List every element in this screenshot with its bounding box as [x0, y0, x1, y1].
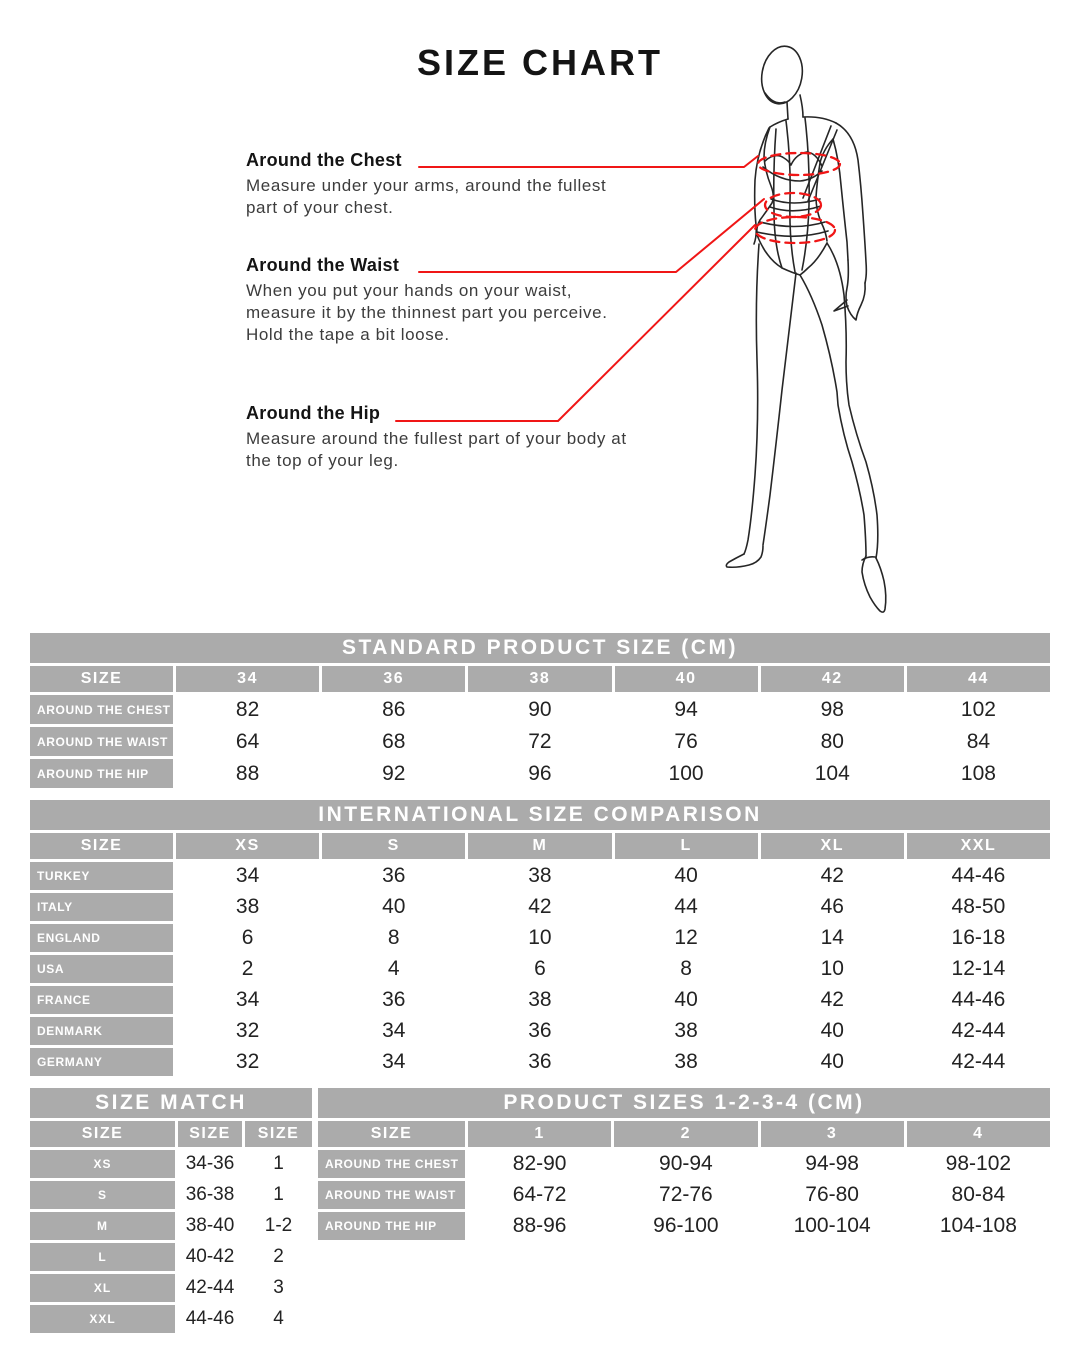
figure-outline: [726, 43, 885, 612]
size-value: 96-100: [614, 1212, 757, 1240]
size-value: 10: [468, 924, 611, 952]
row-label: GERMANY: [30, 1048, 173, 1076]
hip-note-description: Measure around the fullest part of your body at the top of your leg.: [246, 429, 627, 470]
size-value: 2: [176, 955, 319, 983]
row-label: FRANCE: [30, 986, 173, 1014]
column-header: SIZE: [30, 1121, 175, 1147]
column-header: SIZE: [178, 1121, 242, 1147]
row-label: XL: [30, 1274, 175, 1302]
column-header: 2: [614, 1121, 757, 1147]
size-value: 4: [322, 955, 465, 983]
international-size-table: [30, 800, 1050, 1076]
row-label: AROUND THE CHEST: [30, 695, 173, 724]
column-header: 34: [176, 666, 319, 692]
column-header: XXL: [907, 833, 1050, 859]
corner-header: SIZE: [318, 1121, 465, 1147]
table-title: SIZE MATCH: [30, 1088, 312, 1118]
size-value: 38: [615, 1048, 758, 1076]
row-label: M: [30, 1212, 175, 1240]
table-title: PRODUCT SIZES 1-2-3-4 (CM): [318, 1088, 1050, 1118]
size-value: 94-98: [761, 1150, 904, 1178]
size-value: 42-44: [907, 1048, 1050, 1076]
size-value: 44-46: [907, 986, 1050, 1014]
row-label: USA: [30, 955, 173, 983]
size-value: 82-90: [468, 1150, 611, 1178]
size-value: 42-44: [178, 1274, 242, 1302]
size-value: 3: [245, 1274, 312, 1302]
size-value: 98-102: [907, 1150, 1050, 1178]
size-value: 38: [468, 986, 611, 1014]
hip-measure-ellipse: [755, 217, 835, 243]
column-header: 4: [907, 1121, 1050, 1147]
size-value: 46: [761, 893, 904, 921]
size-value: 80-84: [907, 1181, 1050, 1209]
size-value: 80: [761, 727, 904, 756]
row-label: XXL: [30, 1305, 175, 1333]
size-value: 8: [322, 924, 465, 952]
size-value: 16-18: [907, 924, 1050, 952]
row-label: AROUND THE HIP: [318, 1212, 465, 1240]
size-value: 94: [615, 695, 758, 724]
size-value: 104-108: [907, 1212, 1050, 1240]
size-value: 40: [761, 1048, 904, 1076]
size-value: 90-94: [614, 1150, 757, 1178]
hip-measure-note: [246, 403, 628, 472]
table-title: INTERNATIONAL SIZE COMPARISON: [30, 800, 1050, 830]
size-value: 2: [245, 1243, 312, 1271]
size-value: 1: [245, 1181, 312, 1209]
size-value: 36: [322, 986, 465, 1014]
column-header: 44: [907, 666, 1050, 692]
chest-measure-note: [246, 150, 628, 219]
size-value: 14: [761, 924, 904, 952]
size-value: 64-72: [468, 1181, 611, 1209]
size-value: 32: [176, 1048, 319, 1076]
size-value: 96: [468, 759, 611, 788]
size-value: 44-46: [907, 862, 1050, 890]
column-header: S: [322, 833, 465, 859]
size-value: 38: [176, 893, 319, 921]
column-header: M: [468, 833, 611, 859]
size-value: 40: [615, 862, 758, 890]
size-value: 1-2: [245, 1212, 312, 1240]
size-value: 40-42: [178, 1243, 242, 1271]
size-value: 100: [615, 759, 758, 788]
standard-product-size-table: [30, 633, 1050, 788]
size-value: 82: [176, 695, 319, 724]
size-value: 64: [176, 727, 319, 756]
size-value: 6: [176, 924, 319, 952]
size-value: 34: [176, 862, 319, 890]
size-value: 38: [615, 1017, 758, 1045]
size-value: 32: [176, 1017, 319, 1045]
size-value: 44-46: [178, 1305, 242, 1333]
size-value: 8: [615, 955, 758, 983]
size-value: 102: [907, 695, 1050, 724]
hip-note-heading: Around the Hip: [246, 403, 381, 423]
size-value: 42: [761, 862, 904, 890]
size-value: 12: [615, 924, 758, 952]
size-value: 1: [245, 1150, 312, 1178]
waist-note-description: When you put your hands on your waist, measure it by the thinnest part you perceive. Hold the tape a bit loose.: [246, 281, 608, 344]
chest-note-description: Measure under your arms, around the fullest part of your chest.: [246, 176, 607, 217]
size-value: 36: [468, 1017, 611, 1045]
page-title: SIZE CHART: [417, 42, 663, 83]
row-label: ENGLAND: [30, 924, 173, 952]
column-header: 36: [322, 666, 465, 692]
size-value: 72-76: [614, 1181, 757, 1209]
size-value: 10: [761, 955, 904, 983]
size-value: 42: [468, 893, 611, 921]
column-header: L: [615, 833, 758, 859]
waist-measure-note: [246, 255, 628, 346]
corner-header: SIZE: [30, 833, 173, 859]
column-header: 42: [761, 666, 904, 692]
size-value: 48-50: [907, 893, 1050, 921]
row-label: S: [30, 1181, 175, 1209]
size-value: 108: [907, 759, 1050, 788]
size-value: 42: [761, 986, 904, 1014]
size-value: 44: [615, 893, 758, 921]
size-value: 90: [468, 695, 611, 724]
size-match-table: [30, 1088, 312, 1333]
size-value: 34: [322, 1048, 465, 1076]
row-label: XS: [30, 1150, 175, 1178]
size-value: 6: [468, 955, 611, 983]
size-value: 104: [761, 759, 904, 788]
column-header: 3: [761, 1121, 904, 1147]
row-label: L: [30, 1243, 175, 1271]
size-value: 4: [245, 1305, 312, 1333]
column-header: 38: [468, 666, 611, 692]
size-value: 38-40: [178, 1212, 242, 1240]
row-label: TURKEY: [30, 862, 173, 890]
size-value: 40: [761, 1017, 904, 1045]
chest-note-heading: Around the Chest: [246, 150, 402, 170]
size-value: 100-104: [761, 1212, 904, 1240]
column-header: XS: [176, 833, 319, 859]
row-label: AROUND THE CHEST: [318, 1150, 465, 1178]
table-title: STANDARD PRODUCT SIZE (CM): [30, 633, 1050, 663]
size-value: 12-14: [907, 955, 1050, 983]
size-value: 38: [468, 862, 611, 890]
size-value: 76-80: [761, 1181, 904, 1209]
corner-header: SIZE: [30, 666, 173, 692]
size-value: 42-44: [907, 1017, 1050, 1045]
row-label: ITALY: [30, 893, 173, 921]
size-value: 36: [468, 1048, 611, 1076]
size-value: 34: [176, 986, 319, 1014]
size-value: 36: [322, 862, 465, 890]
column-header: 1: [468, 1121, 611, 1147]
product-sizes-table: [318, 1088, 1050, 1240]
size-value: 98: [761, 695, 904, 724]
size-value: 88-96: [468, 1212, 611, 1240]
size-value: 34-36: [178, 1150, 242, 1178]
figure-head: [757, 43, 806, 107]
size-value: 40: [322, 893, 465, 921]
size-value: 34: [322, 1017, 465, 1045]
row-label: AROUND THE WAIST: [30, 727, 173, 756]
column-header: 40: [615, 666, 758, 692]
size-value: 76: [615, 727, 758, 756]
size-value: 92: [322, 759, 465, 788]
size-value: 40: [615, 986, 758, 1014]
row-label: AROUND THE WAIST: [318, 1181, 465, 1209]
column-header: SIZE: [245, 1121, 312, 1147]
waist-note-heading: Around the Waist: [246, 255, 400, 275]
size-value: 72: [468, 727, 611, 756]
size-value: 88: [176, 759, 319, 788]
column-header: XL: [761, 833, 904, 859]
size-value: 68: [322, 727, 465, 756]
row-label: AROUND THE HIP: [30, 759, 173, 788]
size-value: 84: [907, 727, 1050, 756]
size-value: 86: [322, 695, 465, 724]
row-label: DENMARK: [30, 1017, 173, 1045]
size-value: 36-38: [178, 1181, 242, 1209]
